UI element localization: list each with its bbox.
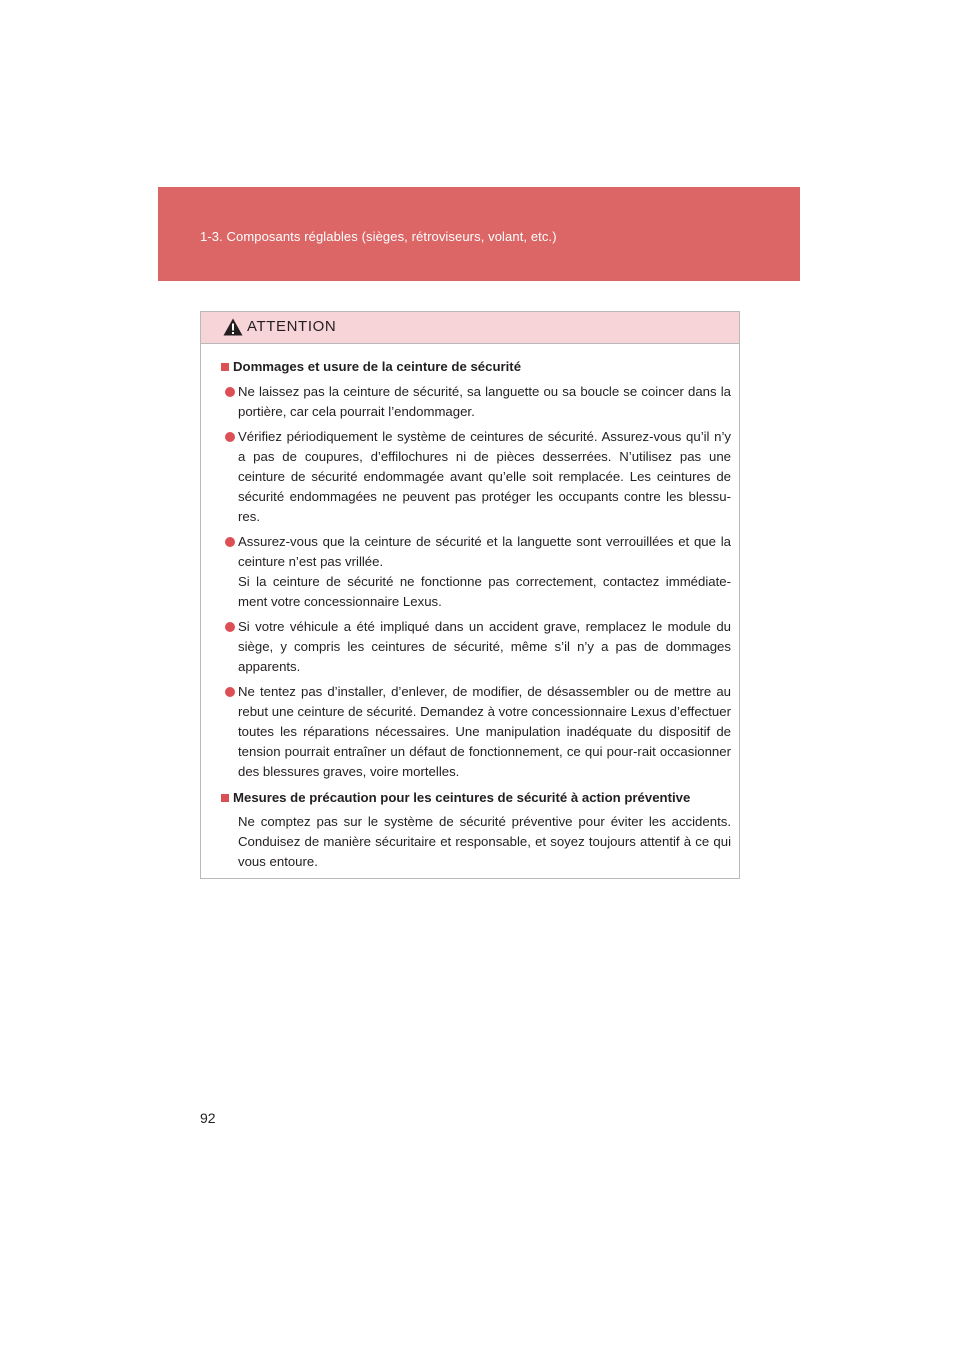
warning-header bbox=[201, 312, 739, 344]
list-item bbox=[221, 532, 731, 612]
page-number: 92 bbox=[200, 1110, 216, 1126]
round-bullet-icon bbox=[225, 622, 235, 632]
list-item-line: Assurez-vous que la ceinture de sécurité et la languette sont verrouillées et que la ceinture n’est pas vrillée. bbox=[238, 534, 731, 569]
section-heading bbox=[221, 357, 731, 377]
round-bullet-icon bbox=[225, 537, 235, 547]
round-bullet-icon bbox=[225, 687, 235, 697]
section-paragraph: Ne comptez pas sur le système de sécurité préventive pour éviter les accidents. Conduisez de manière sécuritaire et responsable, et soyez toujours attentif à ce qui vous entoure. bbox=[238, 814, 731, 869]
list-item bbox=[221, 382, 731, 422]
warning-triangle-icon bbox=[223, 318, 243, 336]
list-item bbox=[221, 682, 731, 782]
list-item bbox=[221, 427, 731, 527]
list-item-text: Vérifiez périodiquement le système de ceintures de sécurité. Assurez-vous qu’il n’y a pas de coupures, d’effilochures ni de pièces desserrées. N’utilisez pas une ceinture de sécurité endommagée avant qu’elle soit remplacée. Les ceintures de sécurité endommagées ne peuvent pas protéger les occupants contre les blessu-res. bbox=[238, 429, 731, 524]
chapter-header-band bbox=[158, 187, 800, 281]
list-item-line: Si la ceinture de sécurité ne fonctionne pas correctement, contactez immédiate-ment votre concessionnaire Lexus. bbox=[238, 574, 731, 609]
section-heading-text: Mesures de précaution pour les ceintures de sécurité à action préventive bbox=[233, 790, 691, 805]
warning-title: ATTENTION bbox=[247, 318, 337, 335]
list-item-text: Ne tentez pas d’installer, d’enlever, de modifier, de désassembler ou de mettre au rebut une ceinture de sécurité. Demandez à votre concessionnaire Lexus d’effectuer toutes les réparations nécessaires. Une manipulation inadéquate du dispositif de tension pourrait entraîner un défaut de fonctionnement, ce qui pour-rait occasionner des blessures graves, voire mortelles. bbox=[238, 684, 731, 779]
section-heading-text: Dommages et usure de la ceinture de sécurité bbox=[233, 359, 522, 374]
list-item-text bbox=[238, 532, 731, 612]
list-item bbox=[221, 617, 731, 677]
warning-box bbox=[200, 311, 740, 879]
square-bullet-icon bbox=[221, 794, 229, 802]
list-item-text: Ne laissez pas la ceinture de sécurité, sa languette ou sa boucle se coincer dans la portière, car cela pourrait l’endommager. bbox=[238, 384, 731, 419]
square-bullet-icon bbox=[221, 363, 229, 371]
list-item-text: Si votre véhicule a été impliqué dans un accident grave, remplacez le module du siège, y compris les ceintures de sécurité, même s’il n’y a pas de dommages apparents. bbox=[238, 619, 731, 674]
round-bullet-icon bbox=[225, 432, 235, 442]
chapter-title: 1-3. Composants réglables (sièges, rétroviseurs, volant, etc.) bbox=[200, 229, 557, 244]
warning-body bbox=[201, 344, 739, 872]
round-bullet-icon bbox=[225, 387, 235, 397]
section-heading bbox=[221, 788, 731, 808]
